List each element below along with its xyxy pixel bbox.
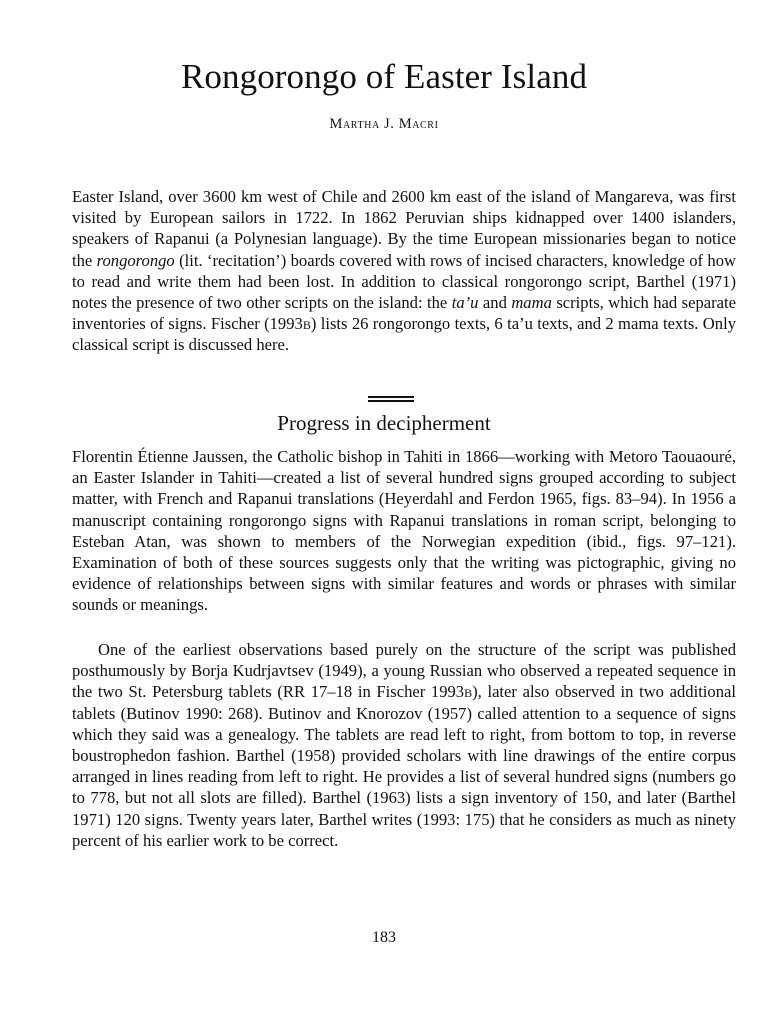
article-author: Martha J. Macri — [329, 116, 439, 132]
page-number: 183 — [372, 929, 396, 946]
decipherment-paragraph-2 — [72, 639, 736, 851]
intro-text-e: ) lists 26 rongorongo texts, 6 ta’u texts, and 2 mama texts. Only classical script is discussed here. — [72, 314, 736, 355]
decipherment-paragraph-1: Florentin Étienne Jaussen, the Catholic bishop in Tahiti in 1866—working with Metoro Taouaouré, an Easter Islander in Tahiti—created a list of several hundred signs grouped according to subject matter, with French and Rapanui translations (Heyerdahl and Ferdon 1965, figs. 83–94). In 1956 a manuscript containing rongorongo signs with Rapanui translations in roman script, belonging to Esteban Atan, was shown to members of the Norwegian expedition (ibid., figs. 97–121). Examination of both of these sources suggests only that the writing was pictographic, giving no evidence of relationships between signs with similar features and words or phrases with similar sounds or meanings. — [72, 447, 736, 615]
decipherment-text-b: ), later also observed in two additional tablets (Butinov 1990: 268). Butinov and Knorozov (1957) called attention to a sequence of signs which they said was a genealogy. The tablets are read left to right, from bottom to top, in reverse boustrophedon fashion. Barthel (1958) provided scholars with line drawings of the entire corpus arranged in lines reading from left to right. He provides a list of several hundred signs (numbers go to 778, but not all slots are filled). Barthel (1963) lists a sign inventory of 150, and later (Barthel 1971) 120 signs. Twenty years later, Barthel writes (1993: 175) that he considers as much as ninety percent of his earlier work to be correct. — [72, 682, 736, 850]
term-mama: mama — [511, 293, 552, 313]
intro-text-a: Easter Island, over 3600 km west of Chile and 2600 km east of the island of Mangareva, was first visited by European sailors in 1722. In 1862 Peruvian ships kidnapped over 1400 islanders, speakers of Rapanui (a Polynesian language). By the time European missionaries began to notice the — [72, 187, 736, 270]
term-rongorongo: rongorongo — [96, 250, 175, 270]
intro-text-d: scripts, which had separate inventories of signs. Fischer (1993 — [72, 293, 736, 334]
intro-paragraph — [72, 186, 736, 356]
intro-text-b: (lit. ‘recitation’) boards covered with rows of incised characters, knowledge of how to read and write them had been lost. In addition to classical rongorongo script, Barthel (1971) notes the presence of two other scripts on the island: the — [72, 250, 736, 313]
article-title: Rongorongo of Easter Island — [180, 57, 588, 96]
section-heading: Progress in decipherment — [277, 411, 491, 435]
decipherment-text-a: One of the earliest observations based purely on the structure of the script was published posthumously by Borja Kudrjavtsev (1949), a young Russian who observed a repeated sequence in the two St. Petersburg tablets (RR 17–18 in Fischer 1993 — [72, 640, 736, 702]
term-tau: ta’u — [451, 293, 479, 313]
citation-suffix: b — [302, 314, 311, 334]
section-divider — [368, 396, 414, 402]
intro-text-c: and — [478, 293, 512, 313]
citation-suffix: b — [464, 682, 473, 702]
